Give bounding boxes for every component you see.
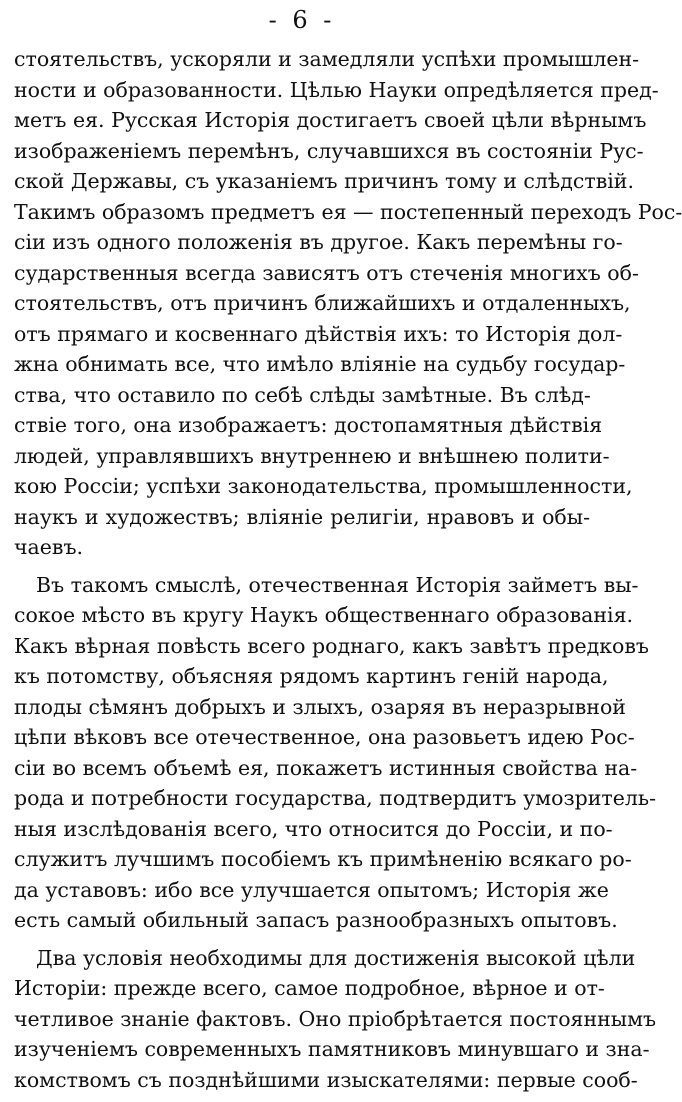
text-line: Въ такомъ смыслѣ, отечественная Исторія займетъ вы- [36,572,639,597]
text-line: ныя изслѣдованія всего, что относится до Россіи, и по- [14,816,613,841]
text-line: изученіемъ современныхъ памятниковъ минувшаго и зна- [14,1037,650,1061]
text-line: Исторіи: прежде всего, самое подробное, вѣрное и от- [14,976,605,1000]
text-line: ской Державы, съ указаніемъ причинъ тому и слѣдствій. [14,169,634,193]
text-line: ства, что оставило по себѣ слѣды замѣтные. Въ слѣд- [14,382,591,407]
text-line: комствомъ съ позднѣйшими изыскателями: первые сооб- [14,1067,638,1092]
text-line: служитъ лучшимъ пособіемъ къ примѣненію всякаго ро- [14,847,632,871]
text-line: да уставовъ: ибо все улучшается опытомъ; Исторія же [14,877,609,902]
page-number: - 6 - [268,6,336,34]
text-line: стоятельствъ, ускоряли и замедляли успѣхи промышлен- [14,47,640,71]
text-line: къ потомству, объясняя рядомъ картинъ геній народа, [14,664,609,688]
text-line: плоды сѣмянъ добрыхъ и злыхъ, озаряя въ неразрывной [14,694,626,719]
text-line: четливое знаніе фактовъ. Оно пріобрѣтается постояннымъ [14,1006,657,1031]
text-line: людей, управлявшихъ внутреннею и внѣшнею полити- [14,443,610,468]
text-line: ности и образованности. Цѣлью Науки опредѣляется пред- [14,77,659,102]
text-line: Два условія необходимы для достиженія высокой цѣли [36,945,636,970]
text-line: Какъ вѣрная повѣсть всего роднаго, какъ завѣтъ предковъ [14,633,649,658]
text-line: рода и потребности государства, подтвердитъ умозритель- [14,786,657,810]
paragraph [14,570,657,936]
text-line: сокое мѣсто въ кругу Наукъ общественнаго образованія. [14,603,634,627]
text-line: стоятельствъ, отъ причинъ ближайшихъ и отдаленныхъ, [14,291,631,315]
text-line: метъ ея. Русская Исторія достигаетъ своей цѣли вѣрнымъ [14,108,647,132]
paragraph [14,44,682,563]
text-line: жна обнимать все, что имѣло вліяніе на судьбу государ- [14,352,626,376]
text-line: сударственныя всегда зависятъ отъ стеченія многихъ об- [14,260,639,285]
text-line: сіи изъ одного положенія въ другое. Какъ перемѣны го- [14,230,623,254]
paragraph [14,943,657,1096]
body-text [14,44,682,1102]
text-line: кою Россіи; успѣхи законодательства, промышленности, [14,474,633,498]
text-line: есть самый обильный запасъ разнообразныхъ опытовъ. [14,908,618,932]
text-line: отъ прямаго и косвеннаго дѣйствія ихъ: то Исторія дол- [14,321,623,346]
text-line: сіи во всемъ объемѣ ея, покажетъ истинныя свойства на- [14,755,638,780]
text-line: ствіе того, она изображаетъ: достопамятныя дѣйствія [14,413,603,437]
text-line: цѣпи вѣковъ все отечественное, она разовьетъ идею Рос- [14,725,635,749]
text-line: чаевъ. [14,535,84,559]
text-line: Такимъ образомъ предметъ ея — постепенный переходъ Рос- [14,199,682,224]
text-line: наукъ и художествъ; вліяніе религіи, нравовъ и обы- [14,504,590,529]
text-line: изображеніемъ перемѣнъ, случавшихся въ состояніи Рус- [14,138,644,163]
